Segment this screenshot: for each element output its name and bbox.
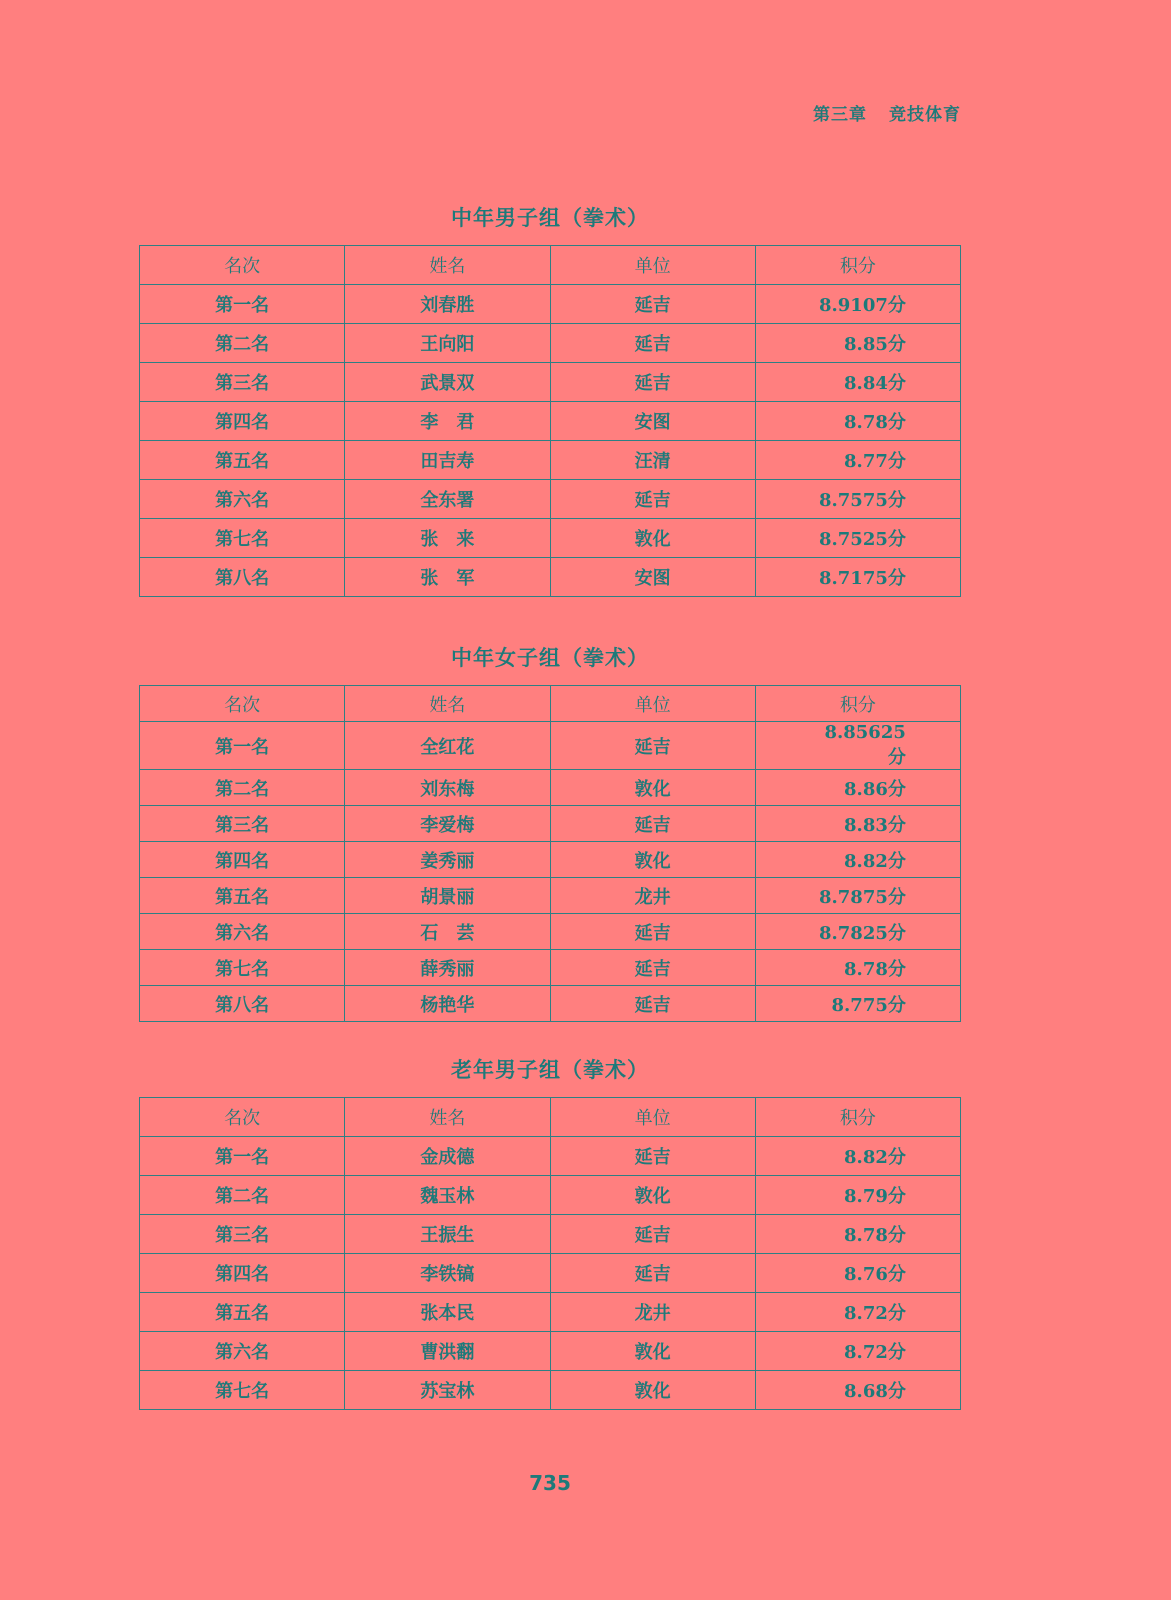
name-cell: 曹洪翻 [345,1332,550,1371]
results-section-middle-aged-women [139,643,961,1022]
column-header-rank: 名次 [140,246,345,285]
section-title: 中年男子组（拳术） [451,206,649,230]
name-cell: 王振生 [345,1215,550,1254]
score-value: 8.78分 [844,412,906,433]
name-cell: 刘东梅 [345,770,550,806]
unit-cell: 延吉 [550,324,755,363]
results-table [139,245,961,597]
column-header-score: 积分 [755,246,960,285]
rank-cell: 第四名 [140,842,345,878]
unit-cell: 龙井 [550,878,755,914]
rank-cell: 第六名 [140,1332,345,1371]
name-cell: 李 君 [345,402,550,441]
rank-cell: 第三名 [140,806,345,842]
rank-cell: 第四名 [140,1254,345,1293]
score-cell [755,519,960,558]
score-value: 8.7525分 [818,529,906,550]
column-header-score: 积分 [755,1098,960,1137]
rank-cell: 第七名 [140,519,345,558]
name-cell: 张 军 [345,558,550,597]
rank-cell: 第七名 [140,1371,345,1410]
rank-cell: 第一名 [140,285,345,324]
score-value: 8.86分 [844,778,906,800]
name-cell: 薛秀丽 [345,950,550,986]
score-value: 8.775分 [831,994,906,1016]
score-cell [755,914,960,950]
rank-cell: 第一名 [140,722,345,770]
name-cell: 魏玉林 [345,1176,550,1215]
score-value: 8.78分 [844,958,906,980]
score-value: 8.7825分 [818,922,906,944]
rank-cell: 第二名 [140,1176,345,1215]
score-value: 8.72分 [844,1342,906,1363]
table-row [140,1293,961,1332]
rank-cell: 第六名 [140,914,345,950]
name-cell: 王向阳 [345,324,550,363]
score-cell [755,480,960,519]
rank-cell: 第七名 [140,950,345,986]
column-header-unit: 单位 [550,1098,755,1137]
unit-cell: 延吉 [550,806,755,842]
table-row [140,1332,961,1371]
table-row [140,806,961,842]
name-cell: 李铁镐 [345,1254,550,1293]
score-value: 8.77分 [844,451,906,472]
rank-cell: 第二名 [140,770,345,806]
unit-cell: 延吉 [550,914,755,950]
column-header-name: 姓名 [345,246,550,285]
score-value: 8.83分 [844,814,906,836]
score-value: 8.82分 [844,1147,906,1168]
section-title: 中年女子组（拳术） [451,646,649,670]
rank-cell: 第八名 [140,986,345,1022]
table-row [140,914,961,950]
score-cell [755,806,960,842]
table-row [140,1137,961,1176]
table-header-row [140,686,961,722]
name-cell: 田吉寿 [345,441,550,480]
score-cell [755,285,960,324]
name-cell: 胡景丽 [345,878,550,914]
rank-cell: 第五名 [140,1293,345,1332]
score-cell [755,363,960,402]
unit-cell: 安图 [550,402,755,441]
unit-cell: 汪清 [550,441,755,480]
name-cell: 姜秀丽 [345,842,550,878]
unit-cell: 安图 [550,558,755,597]
unit-cell: 敦化 [550,770,755,806]
results-table [139,1097,961,1410]
page-number: 735 [529,1471,571,1495]
table-row [140,441,961,480]
unit-cell: 延吉 [550,1137,755,1176]
score-value: 8.78分 [844,1225,906,1246]
table-row [140,878,961,914]
score-cell [755,1176,960,1215]
table-row [140,1215,961,1254]
table-row [140,519,961,558]
unit-cell: 延吉 [550,363,755,402]
chapter-number: 第三章 [813,105,867,125]
table-header-row [140,246,961,285]
score-cell [755,1371,960,1410]
score-cell [755,770,960,806]
score-cell [755,441,960,480]
rank-cell: 第二名 [140,324,345,363]
score-value: 8.76分 [844,1264,906,1285]
rank-cell: 第五名 [140,441,345,480]
table-row [140,1176,961,1215]
table-row [140,285,961,324]
table-row [140,558,961,597]
section-title: 老年男子组（拳术） [451,1058,649,1082]
name-cell: 石 芸 [345,914,550,950]
rank-cell: 第六名 [140,480,345,519]
score-cell [755,402,960,441]
unit-cell: 延吉 [550,986,755,1022]
score-cell [755,842,960,878]
column-header-unit: 单位 [550,686,755,722]
score-value: 8.7175分 [818,568,906,589]
results-table [139,685,961,1022]
unit-cell: 延吉 [550,480,755,519]
rank-cell: 第五名 [140,878,345,914]
column-header-rank: 名次 [140,686,345,722]
score-value: 8.7875分 [818,886,906,908]
name-cell: 全东署 [345,480,550,519]
rank-cell: 第三名 [140,363,345,402]
score-cell [755,1137,960,1176]
unit-cell: 延吉 [550,285,755,324]
score-cell [755,950,960,986]
table-row [140,402,961,441]
column-header-unit: 单位 [550,246,755,285]
unit-cell: 敦化 [550,1176,755,1215]
score-value: 8.9107分 [818,295,906,316]
rank-cell: 第四名 [140,402,345,441]
name-cell: 张本民 [345,1293,550,1332]
unit-cell: 延吉 [550,1215,755,1254]
table-row [140,986,961,1022]
unit-cell: 敦化 [550,842,755,878]
name-cell: 杨艳华 [345,986,550,1022]
column-header-score: 积分 [755,686,960,722]
unit-cell: 敦化 [550,1332,755,1371]
score-value: 8.85625分 [824,722,906,768]
score-value: 8.79分 [844,1186,906,1207]
table-row [140,480,961,519]
table-row [140,842,961,878]
score-cell [755,986,960,1022]
unit-cell: 龙井 [550,1293,755,1332]
results-section-middle-aged-men [139,203,961,597]
rank-cell: 第三名 [140,1215,345,1254]
column-header-name: 姓名 [345,686,550,722]
unit-cell: 敦化 [550,519,755,558]
score-value: 8.7575分 [818,490,906,511]
score-value: 8.85分 [844,334,906,355]
name-cell: 全红花 [345,722,550,770]
rank-cell: 第一名 [140,1137,345,1176]
score-cell [755,878,960,914]
score-cell [755,1215,960,1254]
name-cell: 李爱梅 [345,806,550,842]
name-cell: 武景双 [345,363,550,402]
unit-cell: 延吉 [550,1254,755,1293]
name-cell: 张 来 [345,519,550,558]
score-cell [755,1254,960,1293]
score-value: 8.84分 [844,373,906,394]
table-row [140,324,961,363]
table-row [140,363,961,402]
table-row [140,722,961,770]
score-value: 8.68分 [844,1381,906,1402]
score-value: 8.82分 [844,850,906,872]
unit-cell: 敦化 [550,1371,755,1410]
rank-cell: 第八名 [140,558,345,597]
column-header-rank: 名次 [140,1098,345,1137]
table-header-row [140,1098,961,1137]
name-cell: 刘春胜 [345,285,550,324]
name-cell: 金成德 [345,1137,550,1176]
name-cell: 苏宝林 [345,1371,550,1410]
score-cell [755,324,960,363]
score-cell [755,722,960,770]
score-cell [755,1332,960,1371]
chapter-title: 竞技体育 [889,105,961,125]
running-head [813,100,961,125]
column-header-name: 姓名 [345,1098,550,1137]
table-row [140,950,961,986]
unit-cell: 延吉 [550,950,755,986]
table-row [140,1254,961,1293]
table-row [140,1371,961,1410]
score-cell [755,558,960,597]
results-section-senior-men [139,1055,961,1410]
table-row [140,770,961,806]
score-cell [755,1293,960,1332]
score-value: 8.72分 [844,1303,906,1324]
unit-cell: 延吉 [550,722,755,770]
